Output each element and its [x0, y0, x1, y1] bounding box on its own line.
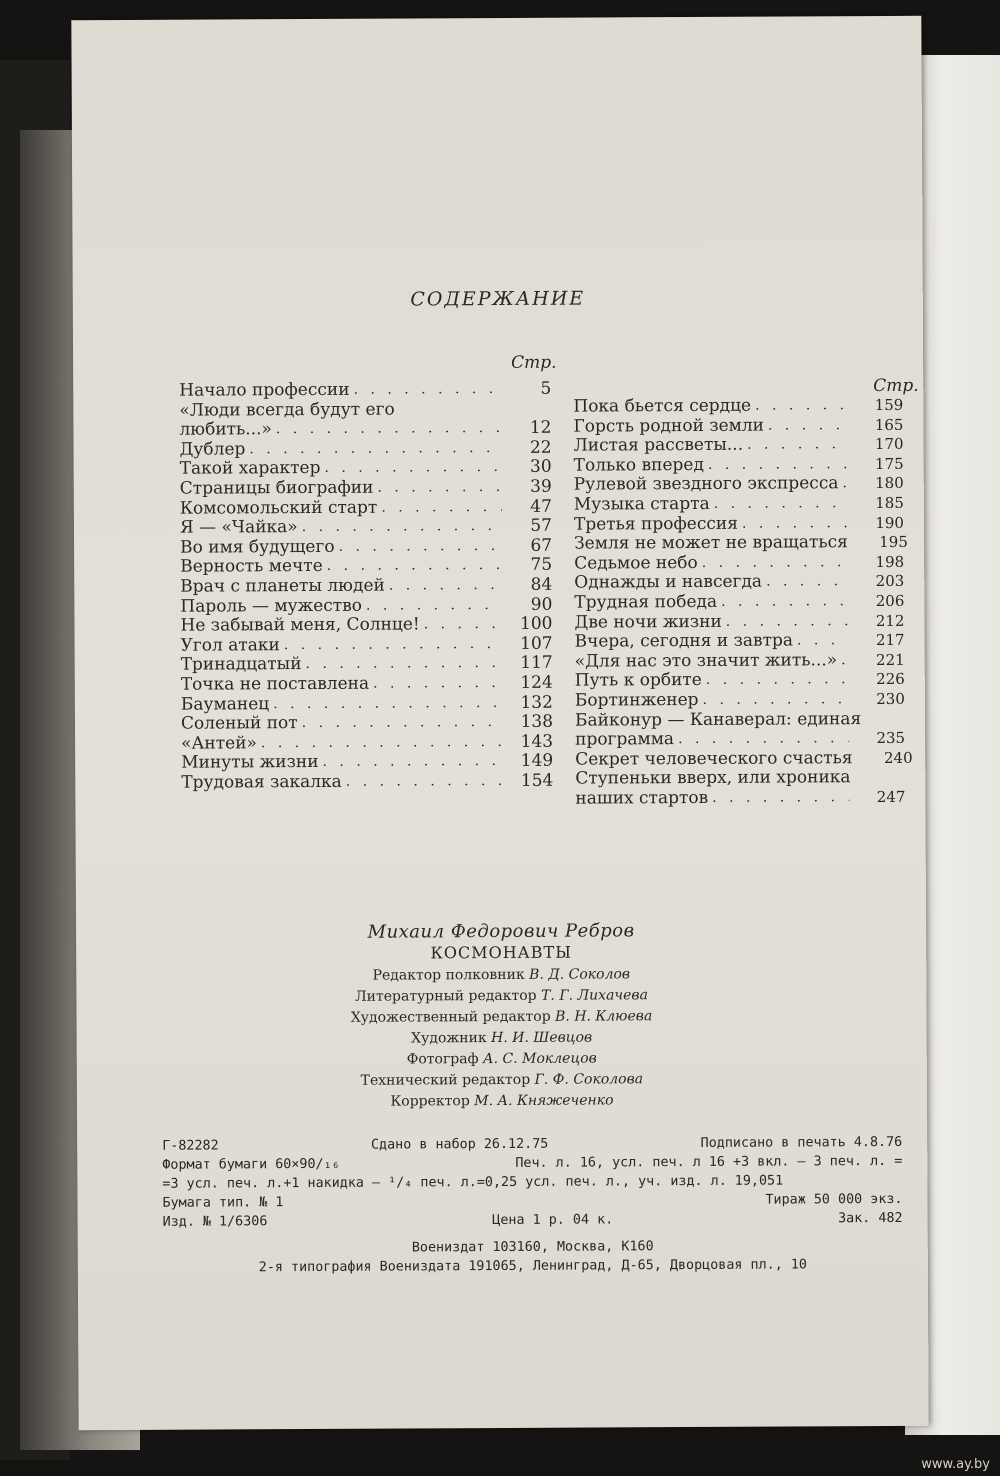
toc-entry-page: 154: [520, 770, 554, 791]
toc-leader-dots: [708, 455, 848, 475]
toc-leader-dots: [273, 693, 503, 714]
credit-name: Г. Ф. Соколова: [534, 1071, 644, 1088]
toc-entry-title: программа: [575, 729, 675, 750]
toc-entry-page: 175: [874, 454, 904, 473]
toc-entry: [575, 788, 905, 809]
toc-entry-title: Верность мечте: [180, 556, 323, 578]
toc-leader-dots: [841, 651, 849, 671]
toc-entry-page: 22: [529, 437, 552, 458]
toc-entry-title: Такой характер: [179, 458, 321, 480]
toc-entry-title: «Для нас это значит жить...»: [574, 649, 838, 672]
toc-entry-page: 185: [875, 493, 904, 513]
toc-entry-title: Только вперед: [573, 454, 704, 476]
toc-entry-title: Трудная победа: [574, 591, 718, 613]
toc-entry: [573, 415, 903, 436]
imprint-code: Г-82282: [162, 1138, 219, 1154]
credit-role: Редактор полковник: [372, 966, 525, 984]
toc-entry-title: «Люди всегда будут его: [179, 399, 395, 421]
toc-entry: [180, 615, 552, 637]
toc-entry: [574, 592, 904, 613]
toc-entry: [181, 693, 553, 715]
imprint-sent: Сдано в набор 26.12.75: [370, 1136, 549, 1153]
toc-leader-dots: [261, 733, 503, 754]
toc-leader-dots: [797, 631, 849, 651]
toc-leader-dots: [373, 674, 503, 694]
toc-entry-title: Рулевой звездного экспресса: [573, 473, 839, 495]
toc-entry-page: 39: [530, 476, 552, 497]
toc-entry: [574, 611, 904, 632]
toc-entry: [574, 532, 908, 554]
toc-entry: [181, 654, 553, 676]
toc-entry-title: Дублер: [179, 439, 246, 460]
credit-name: М. А. Княжеченко: [474, 1092, 614, 1110]
toc-entry-page: 165: [874, 415, 904, 434]
credit-lines: [76, 963, 927, 1114]
toc-leader-dots: [726, 612, 849, 632]
toc-leader-dots: [742, 514, 848, 534]
toc-entry-title: Путь к орбите: [574, 670, 702, 691]
toc-entry: [574, 455, 904, 476]
toc-entry-title: Точка не поставлена: [180, 673, 370, 695]
toc-entry-title: Начало профессии: [179, 379, 350, 401]
toc-leader-dots: [678, 729, 849, 749]
toc-entry: [574, 513, 904, 534]
toc-entry: [573, 396, 903, 417]
imprint-format: Формат бумаги 60×90/₁₆: [162, 1156, 340, 1173]
toc-entry-title: Однажды и навсегда: [574, 571, 763, 593]
toc-entry-title: Ступеньки вверх, или хроника: [575, 767, 851, 789]
toc-entry-page: 230: [876, 689, 905, 708]
toc-entry-page: 124: [520, 672, 553, 693]
toc-entry-page: 180: [875, 474, 904, 493]
toc-leader-dots: [249, 439, 501, 460]
toc-entry-title: Минуты жизни: [181, 752, 319, 773]
toc-leader-dots: [302, 713, 503, 734]
toc-entry-title: наших стартов: [575, 787, 709, 809]
toc-entry-title: Соленый пот: [180, 713, 298, 734]
toc-entry-title: Вчера, сегодня и завтра: [574, 630, 794, 652]
toc-leader-dots: [747, 435, 848, 455]
credit-role: Технический редактор: [360, 1071, 531, 1089]
toc-entry: [181, 634, 553, 656]
toc-entry-page: 117: [520, 653, 553, 674]
toc-leader-dots: [276, 419, 502, 440]
toc-entry: [181, 674, 553, 696]
toc-entry-page: 143: [520, 731, 554, 752]
toc-entry-page: 198: [875, 552, 905, 571]
toc-entry-title: Тринадцатый: [180, 654, 302, 675]
toc-entry-page: 138: [520, 711, 554, 732]
toc-entry: [575, 768, 905, 789]
toc-leader-dots: [324, 458, 501, 479]
toc-entry-title: Третья профессия: [573, 513, 738, 535]
toc-leader-dots: [354, 380, 502, 400]
toc-entry: [574, 553, 904, 574]
toc-leader-dots: [702, 690, 848, 710]
toc-leader-dots: [389, 576, 503, 596]
toc-entry: [575, 670, 905, 691]
toc-entry-page: 67: [530, 535, 553, 556]
toc-entry: [181, 713, 553, 735]
credits-block: [76, 919, 927, 1114]
toc-entry: [575, 709, 905, 730]
toc-entry-page: 47: [530, 496, 552, 517]
toc-entry-title: Горсть родной земли: [573, 415, 765, 437]
toc-entry: [179, 399, 551, 421]
toc-entry-title: Пароль — мужество: [180, 595, 363, 617]
author-name: Михаил Федорович Ребров: [367, 920, 635, 943]
credit-name: А. С. Моклецов: [482, 1050, 597, 1068]
toc-entry-page: 240: [883, 748, 913, 767]
imprint-publisher: Воениздат 103160, Москва, К160: [411, 1239, 654, 1256]
toc-entry: [180, 478, 552, 500]
credit-role: Корректор: [390, 1093, 470, 1110]
toc-entry-page: 203: [875, 572, 905, 591]
toc-entry-title: Секрет человеческого счастья: [575, 747, 853, 770]
toc-leader-dots: [842, 475, 847, 495]
toc-entry-page: 235: [876, 728, 906, 748]
imprint-sheets: Печ. л. 16, усл. печ. л 16 +3 вкл. — 3 печ. л. =: [515, 1153, 903, 1171]
imprint-order: Зак. 482: [838, 1210, 903, 1227]
page-column-label-right: Стр.: [873, 375, 919, 397]
toc-entry-page: 30: [529, 457, 552, 478]
toc-entry-page: 217: [875, 631, 905, 650]
credit-name: Н. И. Шевцов: [491, 1029, 593, 1047]
toc-entry: [180, 439, 552, 461]
imprint-block: [162, 1133, 903, 1278]
toc-entry: [574, 474, 904, 495]
toc-entry-title: Бауманец: [180, 693, 270, 715]
toc-entry-page: 226: [876, 670, 905, 689]
toc-entry: [574, 494, 904, 515]
toc-entry: [575, 747, 913, 770]
toc-entry: [179, 419, 551, 441]
toc-entry-page: 75: [530, 555, 553, 576]
toc-leader-dots: [305, 654, 502, 675]
imprint-signed: Подписано в печать 4.8.76: [700, 1134, 903, 1151]
toc-entry-title: Страницы биографии: [179, 477, 374, 499]
toc-entry-title: Не забывай меня, Солнце!: [180, 614, 420, 636]
toc-entry-title: Пока бьется сердце: [573, 395, 752, 417]
toc-entry-page: 107: [520, 633, 553, 654]
imprint-printer: 2-я типография Воениздата 191065, Ленинград, Д-65, Дворцовая пл., 10: [258, 1257, 807, 1276]
toc-entry: [181, 772, 553, 794]
toc-entry-page: 190: [875, 513, 905, 532]
imprint-price: Цена 1 р. 04 к.: [492, 1212, 614, 1229]
credit-role: Художник: [411, 1030, 487, 1047]
toc-entry-page: 12: [529, 417, 552, 439]
toc-entry: [180, 576, 552, 598]
page-column-label-left: Стр.: [511, 352, 557, 373]
toc-entry-page: 212: [875, 611, 905, 630]
toc-entry-title: Я — «Чайка»: [179, 517, 298, 538]
credit-role: Литературный редактор: [354, 987, 537, 1005]
toc-entry-title: Листая рассветы...: [573, 434, 744, 456]
toc-leader-dots: [327, 556, 503, 577]
toc-entry: [575, 729, 905, 750]
toc-entry-title: Две ночи жизни: [574, 611, 722, 633]
toc-entry-page: 247: [876, 787, 906, 806]
toc-entry-page: 206: [875, 591, 905, 610]
toc-entry-title: Комсомольский старт: [179, 497, 378, 519]
toc-entry: [574, 572, 904, 593]
toc-right-column: [573, 395, 913, 809]
toc-entry: [575, 651, 905, 672]
toc-leader-dots: [714, 494, 848, 514]
book-page: [71, 16, 928, 1430]
credit-role: Художественный редактор: [350, 1008, 551, 1026]
toc-entry-title: Врач с планеты людей: [180, 575, 385, 597]
toc-left-column: [179, 380, 553, 793]
toc-leader-dots: [702, 553, 849, 573]
toc-entry-page: 84: [530, 574, 553, 595]
toc-leader-dots: [377, 478, 501, 498]
toc-entry: [179, 380, 551, 402]
toc-entry-title: Музыка старта: [573, 493, 710, 515]
toc-entry-title: Во имя будущего: [180, 536, 335, 558]
toc-entry-page: 221: [875, 650, 905, 669]
watermark: www.ay.by: [921, 1457, 990, 1472]
imprint-izd: Изд. № 1/6306: [162, 1214, 268, 1230]
toc-entry-page: 100: [519, 613, 553, 635]
imprint-line3: =3 усл. печ. л.+1 накидка — ¹/₄ печ. л.=0,25 усл. печ. л., уч. изд. л. 19,051: [162, 1173, 784, 1192]
toc-leader-dots: [346, 772, 504, 792]
toc-entry-page: 5: [540, 378, 552, 399]
toc-leader-dots: [768, 416, 848, 436]
toc-entry: [181, 752, 553, 774]
toc-entry-page: 170: [874, 435, 904, 454]
toc-leader-dots: [766, 573, 848, 593]
contents-heading: СОДЕРЖАНИЕ: [410, 287, 586, 311]
credit-line: [77, 1089, 927, 1114]
credit-role: Фотограф: [406, 1051, 479, 1068]
toc-leader-dots: [721, 592, 848, 612]
toc-entry-title: «Антей»: [181, 732, 257, 754]
toc-entry: [180, 497, 552, 519]
credit-name: В. Д. Соколов: [529, 966, 631, 983]
toc-entry-title: Байконур — Канаверал: единая: [574, 708, 862, 731]
toc-entry-page: 149: [520, 751, 554, 772]
toc-entry: [180, 556, 552, 578]
toc-leader-dots: [755, 396, 847, 416]
imprint-tirage: Тираж 50 000 экз.: [765, 1191, 903, 1208]
toc-entry: [180, 595, 552, 617]
toc-leader-dots: [284, 635, 503, 656]
toc-leader-dots: [424, 615, 503, 635]
toc-entry-page: 195: [879, 533, 908, 552]
toc-entry-title: Земля не может не вращаться: [574, 532, 848, 554]
toc-entry-page: 159: [874, 395, 904, 415]
book-title: КОСМОНАВТЫ: [430, 942, 572, 963]
toc-leader-dots: [366, 596, 502, 616]
toc-entry-title: Угол атаки: [180, 634, 280, 656]
toc-entry: [575, 690, 905, 711]
toc-leader-dots: [339, 537, 503, 557]
toc-entry-title: любить...»: [179, 419, 272, 440]
toc-entry-page: 90: [530, 594, 553, 615]
toc-entry-title: Трудовая закалка: [181, 771, 342, 793]
toc-entry-page: 132: [520, 692, 553, 713]
credit-name: Т. Г. Лихачева: [541, 987, 648, 1004]
toc-leader-dots: [322, 752, 503, 773]
toc-leader-dots: [381, 498, 502, 518]
toc-entry-page: 57: [530, 515, 553, 536]
credit-name: В. Н. Клюева: [555, 1008, 653, 1025]
toc-entry-title: Бортинженер: [574, 689, 699, 711]
toc-entry: [575, 631, 905, 652]
toc-entry: [181, 732, 553, 754]
toc-entry-title: Седьмое небо: [574, 552, 698, 574]
toc-leader-dots: [302, 517, 502, 538]
toc-leader-dots: [706, 670, 849, 690]
toc-leader-dots: [712, 788, 849, 808]
toc-entry: [180, 517, 552, 539]
toc-entry: [180, 536, 552, 558]
imprint-paper: Бумага тип. № 1: [162, 1195, 284, 1211]
toc-entry: [574, 435, 904, 456]
toc-entry: [180, 458, 552, 480]
